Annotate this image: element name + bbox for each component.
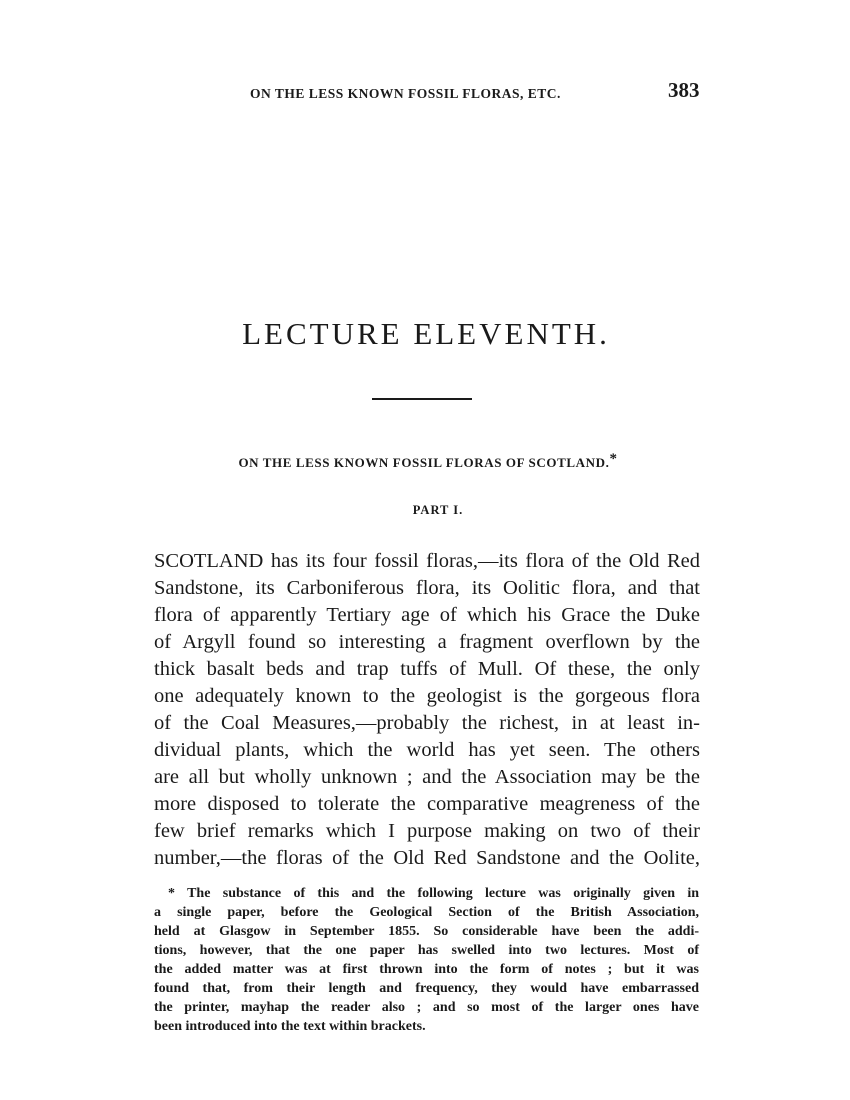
body-line: one adequately known to the geologist is the gorgeous flora [154,685,700,707]
footnote-line: been introduced into the text within brackets. [154,1019,426,1034]
footnote-line: found that, from their length and frequency, they would have embarrassed [154,981,699,996]
running-header: ON THE LESS KNOWN FOSSIL FLORAS, ETC. [250,86,561,101]
body-line: are all but wholly unknown ; and the Association may be the [154,766,700,788]
lecture-subtitle [0,451,850,471]
body-line: of the Coal Measures,—probably the richest, in at least in- [154,712,700,734]
footnote-line: the printer, mayhap the reader also ; and so most of the larger ones have [154,1000,699,1015]
page-number: 383 [668,78,700,102]
body-line: Sandstone, its Carboniferous flora, its Oolitic flora, and that [154,577,700,599]
body-line: number,—the floras of the Old Red Sandstone and the Oolite, [154,847,700,869]
footnote-line: a single paper, before the Geological Section of the British Association, [154,905,699,920]
body-line: flora of apparently Tertiary age of which his Grace the Duke [154,604,700,626]
part-label: PART I. [412,503,464,517]
footnote-line: held at Glasgow in September 1855. So considerable have been the addi- [154,924,699,939]
body-line: more disposed to tolerate the comparative meagreness of the [154,793,700,815]
body-line: few brief remarks which I purpose making on two of their [154,820,700,842]
footnote-line: the added matter was at first thrown into the form of notes ; but it was [154,962,699,977]
title-rule [372,398,472,400]
footnote [154,884,699,1036]
footnote-marker: * [609,451,618,467]
body-line: of Argyll found so interesting a fragment overflown by the [154,631,700,653]
footnote-line: * The substance of this and the following lecture was originally given in [168,886,699,901]
body-line: dividual plants, which the world has yet seen. The others [154,739,700,761]
body-paragraph [154,548,700,872]
footnote-line: tions, however, that the one paper has swelled into two lectures. Most of [154,943,699,958]
body-line: SCOTLAND has its four fossil floras,—its flora of the Old Red [154,550,700,572]
subtitle-text: ON THE LESS KNOWN FOSSIL FLORAS OF SCOTLAND. [238,455,610,470]
lecture-title: LECTURE ELEVENTH. [242,316,610,351]
body-line: thick basalt beds and trap tuffs of Mull. Of these, the only [154,658,700,680]
